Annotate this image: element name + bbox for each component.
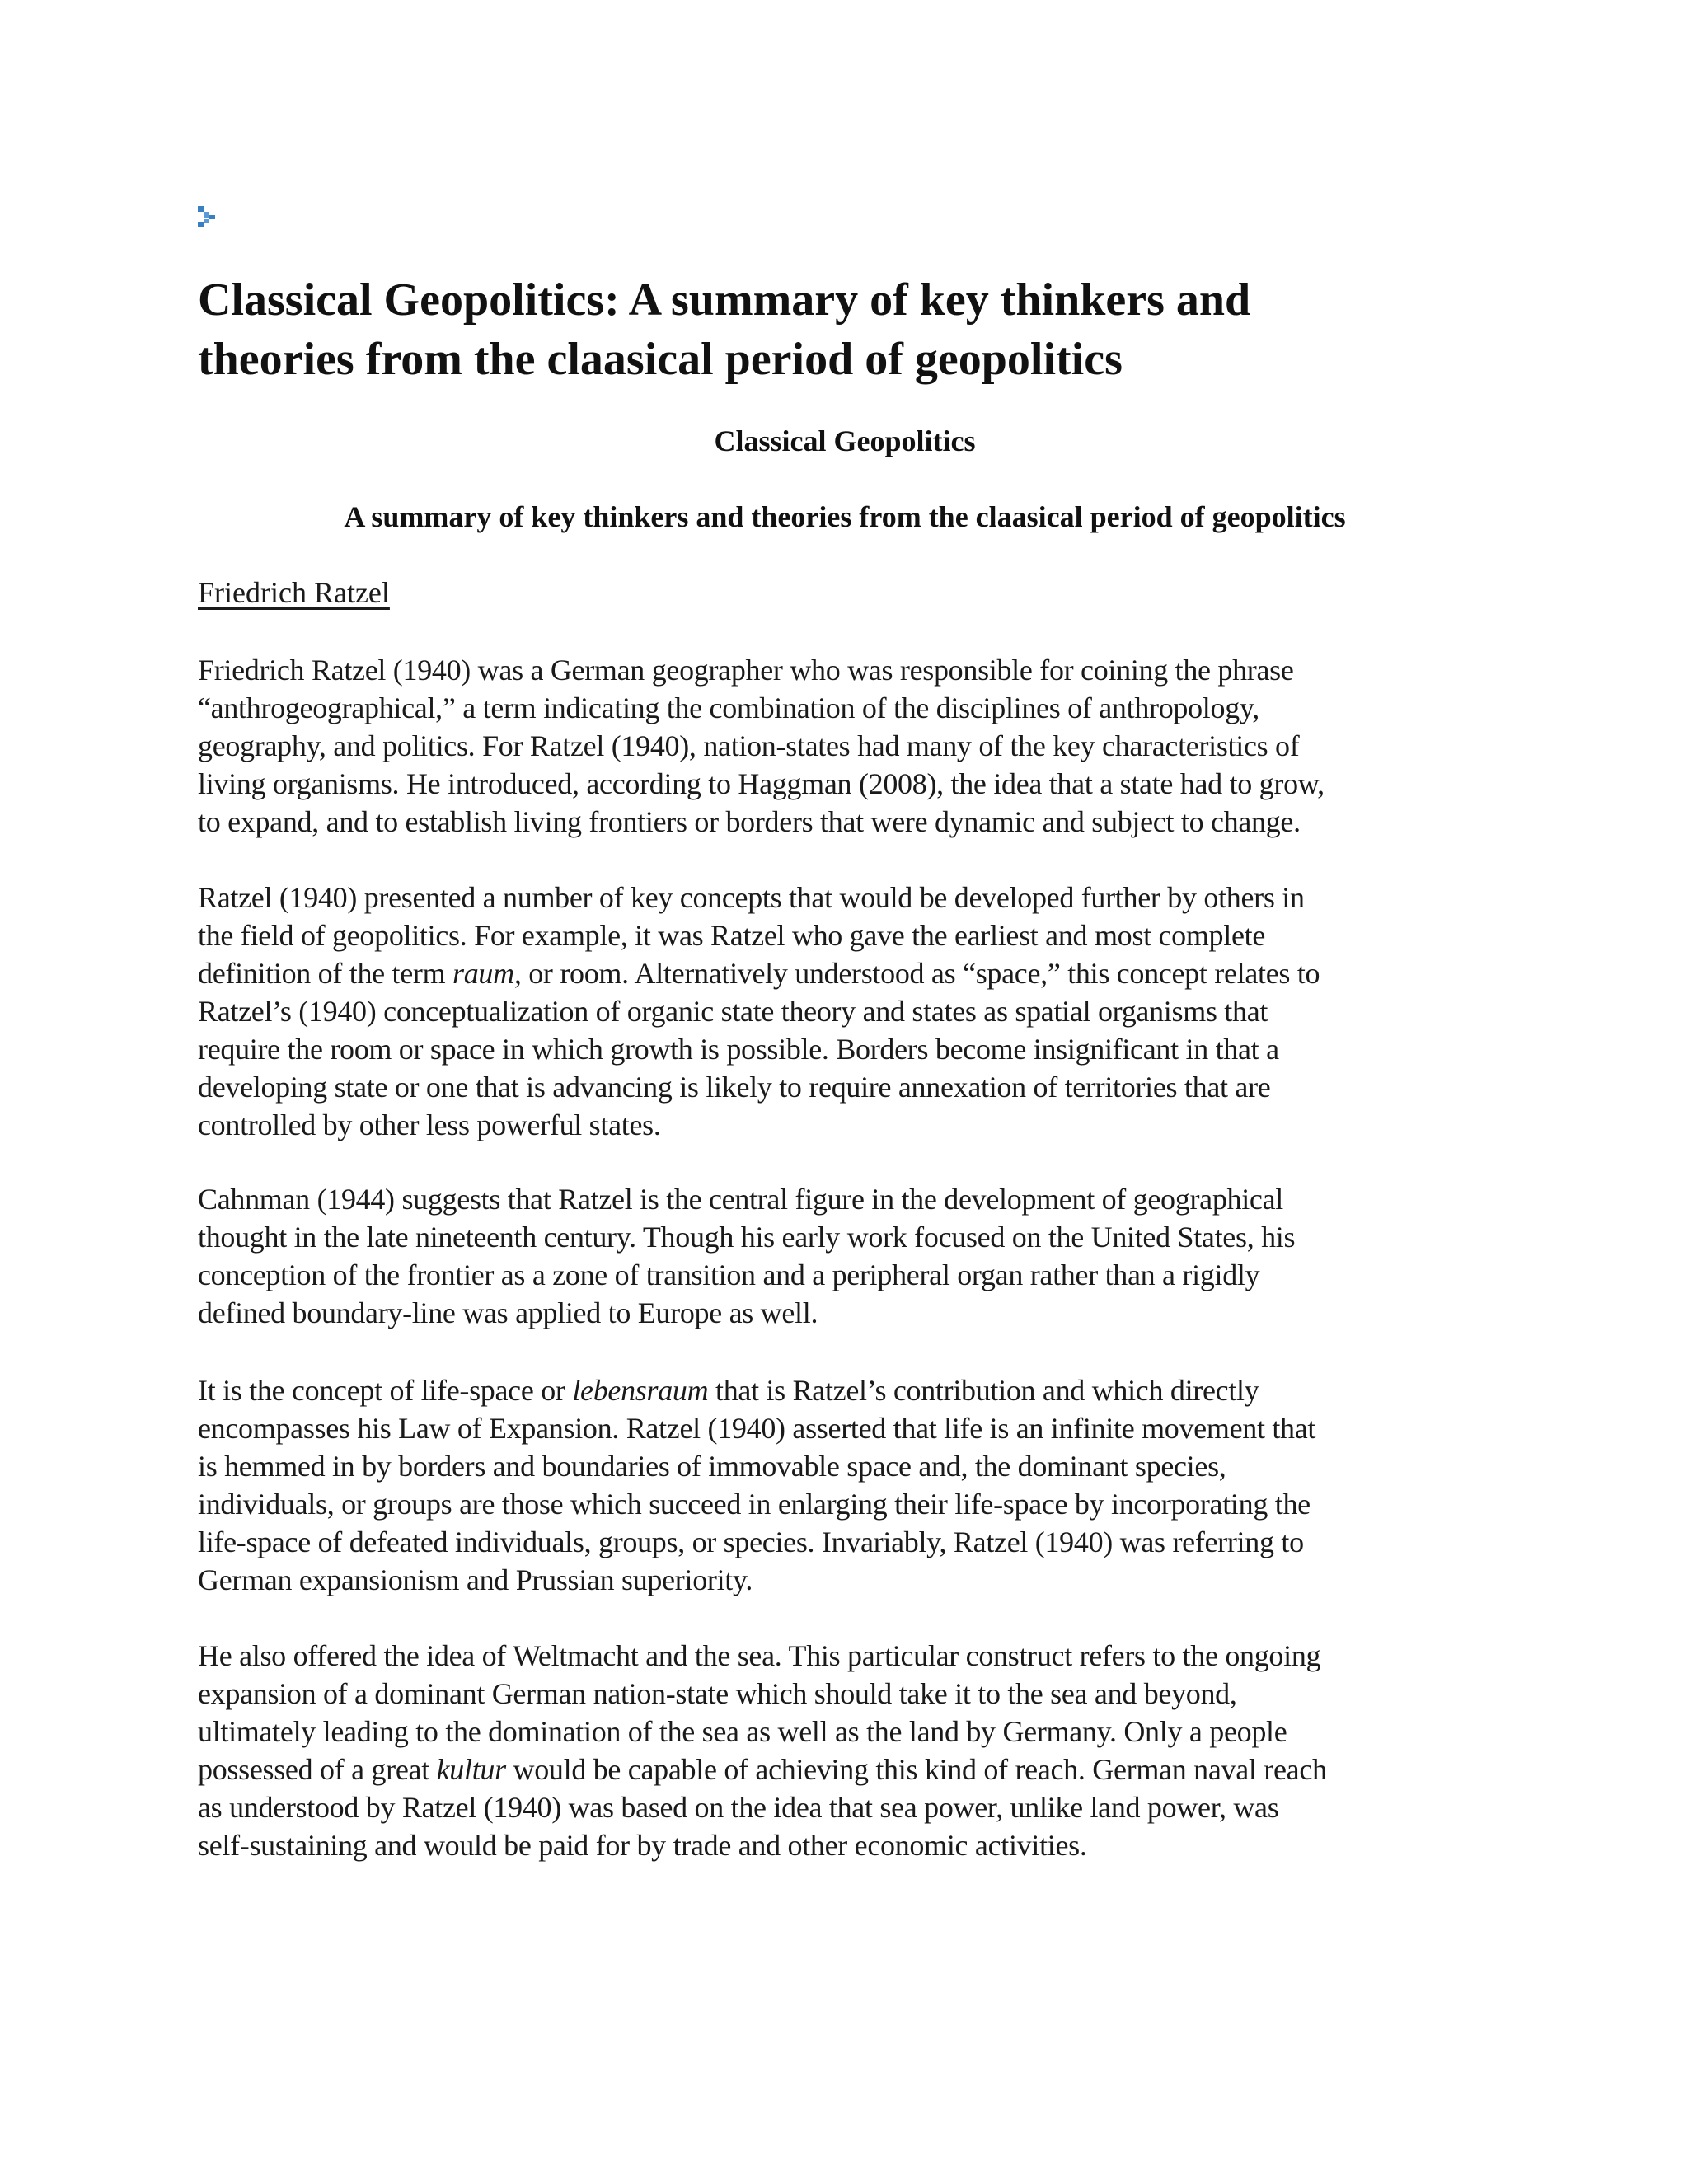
paragraph-line: living organisms. He introduced, according to Haggman (2008), the idea that a state had to grow, <box>198 767 1325 800</box>
paragraph-line: Ratzel’s (1940) conceptualization of organic state theory and states as spatial organisms that <box>198 995 1268 1028</box>
paragraph-line: He also offered the idea of Weltmacht and the sea. This particular construct refers to the ongoing <box>198 1639 1321 1672</box>
paragraph-line <box>198 954 1500 992</box>
text-run: would be capable of achieving this kind of reach. German naval reach <box>505 1753 1327 1786</box>
text-run: or room. Alternatively understood as “space,” this concept relates to <box>521 957 1320 990</box>
paragraph-line: as understood by Ratzel (1940) was based on the idea that sea power, unlike land power, was <box>198 1791 1279 1824</box>
paragraph-line: the field of geopolitics. For example, it was Ratzel who gave the earliest and most complete <box>198 919 1266 952</box>
paragraph-line: developing state or one that is advancing is likely to require annexation of territories that are <box>198 1071 1271 1104</box>
subtitle-summary: A summary of key thinkers and theories from the claasical period of geopolitics <box>344 500 1346 533</box>
paragraph-4 <box>198 1371 1500 1599</box>
paragraph-line: “anthrogeographical,” a term indicating the combination of the disciplines of anthropology, <box>198 691 1259 724</box>
paragraph-line: German expansionism and Prussian superiority. <box>198 1563 753 1596</box>
paragraph-line: individuals, or groups are those which succeed in enlarging their life-space by incorporating the <box>198 1488 1311 1521</box>
paragraph-line: Friedrich Ratzel (1940) was a German geographer who was responsible for coining the phrase <box>198 654 1294 687</box>
text-run: It is the concept of life-space or <box>198 1374 573 1407</box>
italic-term-lebensraum: lebensraum <box>572 1374 709 1407</box>
pixel-bullet-icon <box>198 206 216 227</box>
paragraph-line: defined boundary-line was applied to Europe as well. <box>198 1296 818 1329</box>
paragraph-5 <box>198 1637 1500 1864</box>
paragraph-line: geography, and politics. For Ratzel (1940), nation-states had many of the key characteristics of <box>198 729 1300 762</box>
paragraph-line: Ratzel (1940) presented a number of key concepts that would be developed further by others in <box>198 881 1305 914</box>
paragraph-line <box>198 1750 1500 1788</box>
paragraph-line: Cahnman (1944) suggests that Ratzel is the central figure in the development of geographical <box>198 1183 1283 1216</box>
document-title-line-2: theories from the claasical period of geopolitics <box>198 334 1123 385</box>
text-run: definition of the term <box>198 957 453 990</box>
paragraph-line: life-space of defeated individuals, groups, or species. Invariably, Ratzel (1940) was referring to <box>198 1526 1304 1558</box>
text-run: possessed of a great <box>198 1753 437 1786</box>
italic-term-kultur: kultur <box>436 1753 506 1786</box>
paragraph-line: is hemmed in by borders and boundaries of immovable space and, the dominant species, <box>198 1450 1226 1483</box>
document-title <box>198 270 1500 389</box>
section-heading-friedrich-ratzel: Friedrich Ratzel <box>198 576 390 609</box>
paragraph-3 <box>198 1180 1500 1332</box>
document-title-line-1: Classical Geopolitics: A summary of key thinkers and <box>198 274 1251 326</box>
paragraph-line: require the room or space in which growth is possible. Borders become insignificant in that a <box>198 1033 1279 1066</box>
paragraph-line: to expand, and to establish living frontiers or borders that were dynamic and subject to change. <box>198 805 1301 838</box>
paragraph-line: conception of the frontier as a zone of transition and a peripheral organ rather than a rigidly <box>198 1258 1260 1291</box>
paragraph-line: controlled by other less powerful states. <box>198 1108 661 1141</box>
paragraph-line: encompasses his Law of Expansion. Ratzel (1940) asserted that life is an infinite movement that <box>198 1412 1316 1445</box>
italic-term-raum: raum, <box>452 957 522 990</box>
paragraph-1 <box>198 651 1500 841</box>
paragraph-2 <box>198 879 1500 1144</box>
paragraph-line: expansion of a dominant German nation-state which should take it to the sea and beyond, <box>198 1677 1237 1710</box>
paragraph-line: self-sustaining and would be paid for by trade and other economic activities. <box>198 1829 1087 1862</box>
paragraph-line: thought in the late nineteenth century. Though his early work focused on the United States, his <box>198 1221 1296 1254</box>
text-run: that is Ratzel’s contribution and which directly <box>708 1374 1259 1407</box>
subtitle-classical-geopolitics: Classical Geopolitics <box>714 424 976 457</box>
paragraph-line <box>198 1371 1500 1409</box>
paragraph-line: ultimately leading to the domination of the sea as well as the land by Germany. Only a people <box>198 1715 1287 1748</box>
